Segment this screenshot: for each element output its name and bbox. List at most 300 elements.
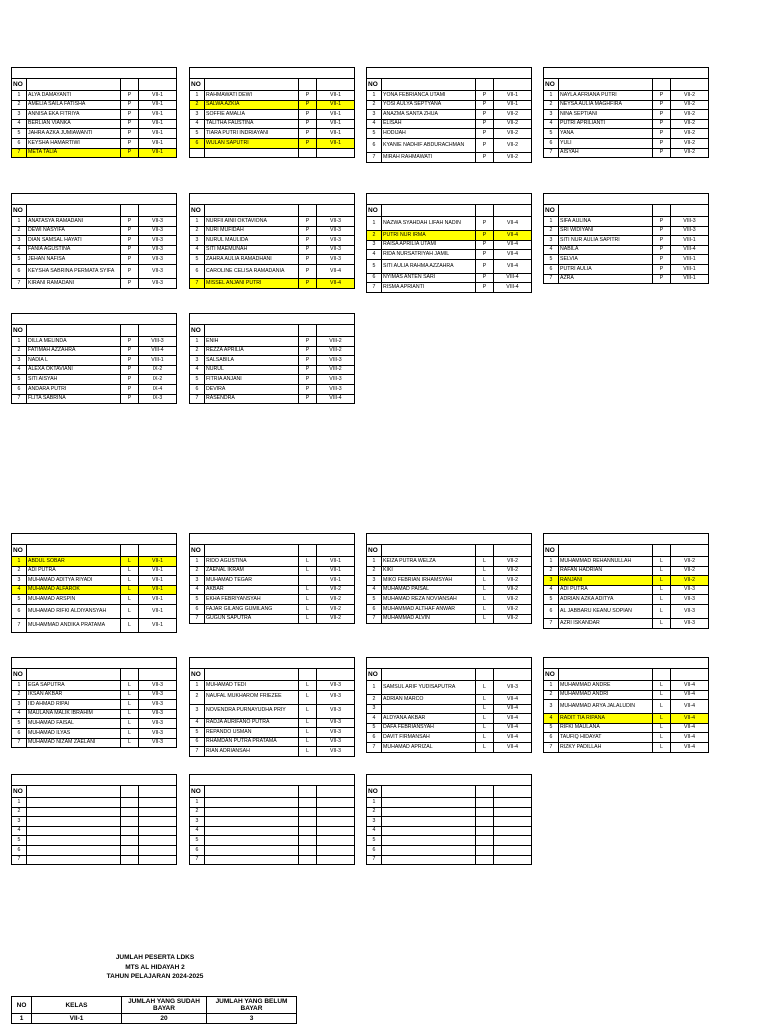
participant-class: VII-1 — [139, 129, 177, 139]
participant-class: VIII-1 — [671, 264, 709, 274]
participant-name: MUHAMAD REZA NOVIANSAH — [382, 595, 476, 605]
group-header-row — [367, 79, 532, 91]
participant-gender: P — [299, 129, 317, 139]
group-top-row — [367, 658, 532, 669]
group-top-row — [12, 534, 177, 545]
group-header-row — [12, 786, 177, 798]
participant-row — [367, 273, 532, 283]
row-number: 3 — [12, 700, 27, 710]
row-number: 6 — [367, 138, 382, 152]
summary-header-sudah: JUMLAH YANG SUDAH BAYAR — [122, 997, 207, 1014]
participant-row — [544, 690, 709, 700]
row-number: 7 — [367, 283, 382, 293]
participant-row — [12, 618, 177, 632]
header-cell — [317, 325, 355, 337]
row-number: 5 — [12, 375, 27, 385]
participant-class — [317, 836, 355, 846]
participant-class: VIII-3 — [671, 217, 709, 227]
group-top-cell — [190, 775, 355, 786]
row-number: 4 — [190, 365, 205, 375]
row-number: 7 — [190, 747, 205, 757]
participant-gender: L — [299, 614, 317, 624]
participant-row — [367, 742, 532, 752]
participant-name: NURUL MAULIDA — [205, 236, 299, 246]
participant-name — [205, 836, 299, 846]
header-cell — [559, 545, 653, 557]
participant-row — [12, 375, 177, 385]
row-number: 1 — [12, 337, 27, 347]
row-number: 4 — [190, 585, 205, 595]
header-cell — [559, 669, 653, 681]
participant-name: IID AHMAD RIPAI — [27, 700, 121, 710]
participant-gender: P — [476, 110, 494, 120]
participant-name: RASENDRA — [205, 394, 299, 404]
participant-class: VII-4 — [494, 704, 532, 714]
row-number: 2 — [544, 690, 559, 700]
row-number — [190, 148, 205, 158]
participant-row — [544, 264, 709, 274]
participant-class: VII-3 — [139, 681, 177, 691]
participant-gender: L — [476, 733, 494, 743]
participant-row — [190, 129, 355, 139]
group-top-cell — [544, 194, 709, 205]
summary-cell-sudah: 20 — [122, 1014, 207, 1024]
participant-class: VII-2 — [494, 566, 532, 576]
participant-name: KIRANI RAMADANI — [27, 278, 121, 288]
summary-cell-belum: 3 — [207, 1014, 297, 1024]
participant-name — [382, 855, 476, 865]
participant-name: SALSABILA — [205, 356, 299, 366]
row-number: 6 — [190, 384, 205, 394]
male-group-table — [366, 533, 532, 624]
row-number: 3 — [12, 817, 27, 827]
participant-gender: P — [476, 138, 494, 152]
participant-row — [190, 704, 355, 718]
header-cell — [27, 79, 121, 91]
participant-gender: P — [653, 217, 671, 227]
row-number: 6 — [367, 604, 382, 614]
header-cell — [382, 79, 476, 91]
participant-gender: L — [476, 681, 494, 695]
male-group-table — [11, 657, 177, 748]
participant-row — [190, 737, 355, 747]
participant-row — [190, 236, 355, 246]
participant-row — [544, 681, 709, 691]
participant-gender: L — [299, 737, 317, 747]
participant-name: TAUFIQ HIDAYAT — [559, 733, 653, 743]
participant-class: VII-1 — [139, 604, 177, 618]
participant-row — [367, 845, 532, 855]
row-number: 6 — [190, 138, 205, 148]
participant-class: VII-3 — [671, 585, 709, 595]
participant-row — [190, 681, 355, 691]
header-cell — [27, 786, 121, 798]
participant-name: NAUFAL MUKHAROM FRIEZEE — [205, 690, 299, 704]
header-cell — [382, 669, 476, 681]
participant-gender: P — [476, 152, 494, 162]
row-number: 1 — [544, 91, 559, 101]
participant-class — [494, 845, 532, 855]
participant-class: IX-3 — [139, 394, 177, 404]
row-number: 4 — [190, 245, 205, 255]
participant-gender: L — [653, 576, 671, 586]
participant-class: VIII-2 — [317, 337, 355, 347]
participant-class: VII-1 — [139, 148, 177, 158]
participant-row — [544, 129, 709, 139]
participant-row — [544, 576, 709, 586]
participant-row — [190, 845, 355, 855]
participant-gender: P — [476, 91, 494, 101]
participant-class — [139, 845, 177, 855]
participant-row — [12, 264, 177, 278]
participant-row — [544, 714, 709, 724]
participant-class: VII-2 — [494, 614, 532, 624]
participant-name: FANIA AGUSTINA — [27, 245, 121, 255]
group-top-cell — [190, 658, 355, 669]
row-number: 5 — [367, 259, 382, 273]
row-number: 3 — [190, 704, 205, 718]
header-cell — [299, 545, 317, 557]
participant-class — [317, 855, 355, 865]
header-cell — [27, 205, 121, 217]
participant-name: SIFA AULINA — [559, 217, 653, 227]
participant-gender: L — [299, 690, 317, 704]
row-number: 3 — [190, 236, 205, 246]
participant-gender: P — [121, 129, 139, 139]
participant-name: YONA FEBRIANCA UTAMI — [382, 91, 476, 101]
participant-name: MAULANA MALIK IBRAHIM — [27, 709, 121, 719]
row-number: 3 — [367, 704, 382, 714]
participant-row — [544, 119, 709, 129]
participant-name: BERLIAN VIANKA — [27, 119, 121, 129]
participant-name: IKSAN AKBAR — [27, 690, 121, 700]
row-number: 2 — [367, 807, 382, 817]
participant-class: VII-2 — [317, 604, 355, 614]
participant-row — [190, 138, 355, 148]
no-header: NO — [12, 669, 27, 681]
participant-row — [190, 747, 355, 757]
header-cell — [653, 205, 671, 217]
participant-row — [367, 231, 532, 241]
no-header: NO — [544, 669, 559, 681]
participant-row — [12, 138, 177, 148]
participant-row — [12, 817, 177, 827]
participant-row — [12, 836, 177, 846]
participant-class: VII-1 — [317, 557, 355, 567]
participant-row — [544, 217, 709, 227]
participant-row — [12, 365, 177, 375]
row-number: 7 — [544, 274, 559, 284]
participant-row — [12, 566, 177, 576]
participant-gender: P — [299, 245, 317, 255]
row-number: 4 — [12, 245, 27, 255]
participant-class: VII-2 — [494, 576, 532, 586]
participant-gender: P — [299, 384, 317, 394]
row-number: 6 — [12, 604, 27, 618]
participant-row — [12, 91, 177, 101]
participant-row — [544, 700, 709, 714]
participant-gender: P — [299, 356, 317, 366]
participant-name: MUHAMMAD REHANNULLAH — [559, 557, 653, 567]
header-cell — [671, 545, 709, 557]
group-top-row — [190, 194, 355, 205]
participant-class: VII-1 — [139, 557, 177, 567]
participant-name: ZAHRA AULIA RAMADHANI — [205, 255, 299, 265]
header-cell — [317, 786, 355, 798]
participant-name: JEHAN NAFISA — [27, 255, 121, 265]
participant-name: SITI NUR AULIA SAPITRI — [559, 236, 653, 246]
participant-row — [367, 110, 532, 120]
participant-name: PUTRI APRILIANTI — [559, 119, 653, 129]
participant-gender: L — [121, 604, 139, 618]
participant-gender: L — [653, 585, 671, 595]
header-cell — [559, 205, 653, 217]
row-number: 5 — [367, 723, 382, 733]
header-cell — [205, 545, 299, 557]
participant-class: VII-1 — [317, 91, 355, 101]
header-cell — [382, 786, 476, 798]
row-number: 5 — [544, 255, 559, 265]
row-number: 5 — [367, 129, 382, 139]
group-top-row — [12, 658, 177, 669]
participant-gender — [299, 148, 317, 158]
no-header: NO — [367, 79, 382, 91]
row-number: 2 — [190, 346, 205, 356]
participant-name: META TALIA — [27, 148, 121, 158]
participant-gender: P — [299, 264, 317, 278]
group-header-row — [544, 205, 709, 217]
participant-class: VIII-2 — [317, 346, 355, 356]
row-number: 3 — [12, 110, 27, 120]
male-group-table — [543, 657, 709, 753]
participant-class: VII-3 — [317, 236, 355, 246]
row-number: 5 — [190, 375, 205, 385]
male-group-table — [189, 774, 355, 865]
participant-row — [367, 733, 532, 743]
participant-class — [139, 798, 177, 808]
row-number: 7 — [12, 738, 27, 748]
row-number: 5 — [12, 719, 27, 729]
participant-name: KEYSHA HAMARTIWI — [27, 138, 121, 148]
participant-class: VII-4 — [494, 217, 532, 231]
row-number: 4 — [367, 119, 382, 129]
row-number: 3 — [190, 356, 205, 366]
summary-header-no: NO — [12, 997, 32, 1014]
participant-row — [190, 718, 355, 728]
participant-gender: P — [653, 264, 671, 274]
row-number: 7 — [190, 278, 205, 288]
participant-gender: L — [653, 595, 671, 605]
participant-row — [367, 566, 532, 576]
group-header-row — [12, 325, 177, 337]
group-top-row — [190, 314, 355, 325]
participant-class: VIII-1 — [671, 274, 709, 284]
participant-name: NINA SEPTIANI — [559, 110, 653, 120]
participant-name: SITI AULIA RAHMA AZZAHRA — [382, 259, 476, 273]
summary-title-line3: TAHUN PELAJARAN 2024-2025 — [106, 973, 204, 980]
row-number: 2 — [12, 346, 27, 356]
participant-name: KEIZA PUTRA WELZA — [382, 557, 476, 567]
participant-name: ADI PUTRA — [27, 566, 121, 576]
participant-row — [367, 240, 532, 250]
participant-row — [367, 152, 532, 162]
participant-name: NEYSA AULIA MAGHFIRA — [559, 100, 653, 110]
row-number: 1 — [190, 91, 205, 101]
participant-row — [367, 576, 532, 586]
participant-row — [12, 798, 177, 808]
participant-row — [12, 709, 177, 719]
participant-gender: L — [653, 557, 671, 567]
group-top-row — [367, 775, 532, 786]
participant-gender: L — [299, 566, 317, 576]
participant-class: IX-2 — [139, 375, 177, 385]
participant-class — [317, 798, 355, 808]
female-group-table — [543, 193, 709, 284]
participant-row — [190, 807, 355, 817]
female-group-table — [11, 193, 177, 289]
row-number: 4 — [367, 250, 382, 260]
participant-row — [367, 585, 532, 595]
participant-name: GUGUN SAPUTRA — [205, 614, 299, 624]
participant-row — [12, 129, 177, 139]
participant-gender: L — [653, 733, 671, 743]
no-header: NO — [190, 79, 205, 91]
participant-name: HODIJAH — [382, 129, 476, 139]
row-number: 5 — [190, 728, 205, 738]
participant-name: NADIA L — [27, 356, 121, 366]
participant-gender: P — [653, 91, 671, 101]
participant-name: ANNISA EKA FITRIYA — [27, 110, 121, 120]
participant-name: YULI — [559, 138, 653, 148]
participant-name: FATIMAH AZZAHRA — [27, 346, 121, 356]
participant-class: VII-2 — [671, 566, 709, 576]
participant-row — [190, 375, 355, 385]
row-number: 1 — [367, 798, 382, 808]
participant-name: MUHAMAD TEDI — [205, 681, 299, 691]
summary-title-line2: MTS AL HIDAYAH 2 — [125, 963, 185, 971]
group-top-cell — [190, 314, 355, 325]
participant-gender — [476, 798, 494, 808]
participant-gender: P — [121, 217, 139, 227]
row-number: 1 — [367, 557, 382, 567]
row-number: 4 — [544, 119, 559, 129]
participant-gender: L — [299, 595, 317, 605]
row-number: 4 — [544, 245, 559, 255]
header-cell — [476, 545, 494, 557]
participant-row — [190, 826, 355, 836]
row-number: 3 — [12, 356, 27, 366]
participant-row — [190, 217, 355, 227]
participant-class: VII-3 — [139, 709, 177, 719]
female-group-table — [11, 313, 177, 404]
participant-gender: L — [653, 618, 671, 628]
row-number: 1 — [367, 217, 382, 231]
participant-gender: P — [121, 110, 139, 120]
participant-row — [367, 704, 532, 714]
summary-header-belum: JUMLAH YANG BELUM BAYAR — [207, 997, 297, 1014]
group-header-row — [190, 325, 355, 337]
participant-name: PUTRI NUR IRMA — [382, 231, 476, 241]
group-header-row — [544, 669, 709, 681]
row-number: 6 — [190, 264, 205, 278]
header-cell — [671, 669, 709, 681]
row-number: 3 — [544, 236, 559, 246]
group-header-row — [12, 545, 177, 557]
participant-gender: L — [653, 566, 671, 576]
group-top-row — [12, 775, 177, 786]
no-header: NO — [190, 325, 205, 337]
participant-row — [190, 226, 355, 236]
participant-class: VII-1 — [139, 91, 177, 101]
participant-class — [494, 826, 532, 836]
group-header-row — [367, 205, 532, 217]
participant-gender: L — [653, 742, 671, 752]
header-cell — [121, 325, 139, 337]
participant-class: VII-4 — [494, 250, 532, 260]
participant-name: SITI AISYAH — [27, 375, 121, 385]
participant-name: ADRIAN MARCO — [382, 695, 476, 705]
participant-class: VII-2 — [671, 148, 709, 158]
male-group-table — [366, 774, 532, 865]
participant-class — [139, 836, 177, 846]
summary-cell-no: 1 — [12, 1014, 32, 1024]
participant-name — [382, 817, 476, 827]
participant-class: VII-3 — [139, 264, 177, 278]
participant-name — [205, 845, 299, 855]
participant-gender: P — [653, 274, 671, 284]
participant-row — [367, 250, 532, 260]
participant-name: KYANIE NADHIF ABDURACHMAN — [382, 138, 476, 152]
participant-name: AKBAR — [205, 585, 299, 595]
participant-name: EGA SAPUTRA — [27, 681, 121, 691]
participant-name: PUTRI AULIA — [559, 264, 653, 274]
participant-name: DIAN SAMSAL HAYATI — [27, 236, 121, 246]
participant-class: VII-4 — [494, 723, 532, 733]
row-number: 6 — [544, 733, 559, 743]
row-number: 3 — [190, 817, 205, 827]
participant-row — [190, 337, 355, 347]
participant-name: ALEXA OKTAVIANI — [27, 365, 121, 375]
participant-row — [544, 91, 709, 101]
participant-name: MIKO FEBRIAN IRHAMSYAH — [382, 576, 476, 586]
group-top-cell — [190, 68, 355, 79]
participant-class: VII-4 — [494, 714, 532, 724]
row-number: 5 — [544, 595, 559, 605]
participant-row — [190, 817, 355, 827]
participant-row — [12, 604, 177, 618]
participant-row — [544, 585, 709, 595]
participant-gender: L — [653, 723, 671, 733]
row-number: 5 — [190, 595, 205, 605]
participant-gender: L — [476, 614, 494, 624]
participant-gender: P — [653, 100, 671, 110]
row-number: 2 — [190, 100, 205, 110]
participant-name: DEWI NASYIFA — [27, 226, 121, 236]
participant-class: VII-3 — [139, 738, 177, 748]
participant-name: RADIT TIA RIPANA — [559, 714, 653, 724]
header-cell — [139, 325, 177, 337]
group-header-row — [544, 79, 709, 91]
participant-gender — [299, 845, 317, 855]
participant-name: DEVIRA — [205, 384, 299, 394]
row-number: 7 — [190, 614, 205, 624]
no-header: NO — [367, 669, 382, 681]
participant-gender: P — [653, 255, 671, 265]
row-number: 3 — [367, 110, 382, 120]
participant-gender: P — [653, 129, 671, 139]
participant-gender: P — [476, 273, 494, 283]
participant-gender: P — [476, 259, 494, 273]
